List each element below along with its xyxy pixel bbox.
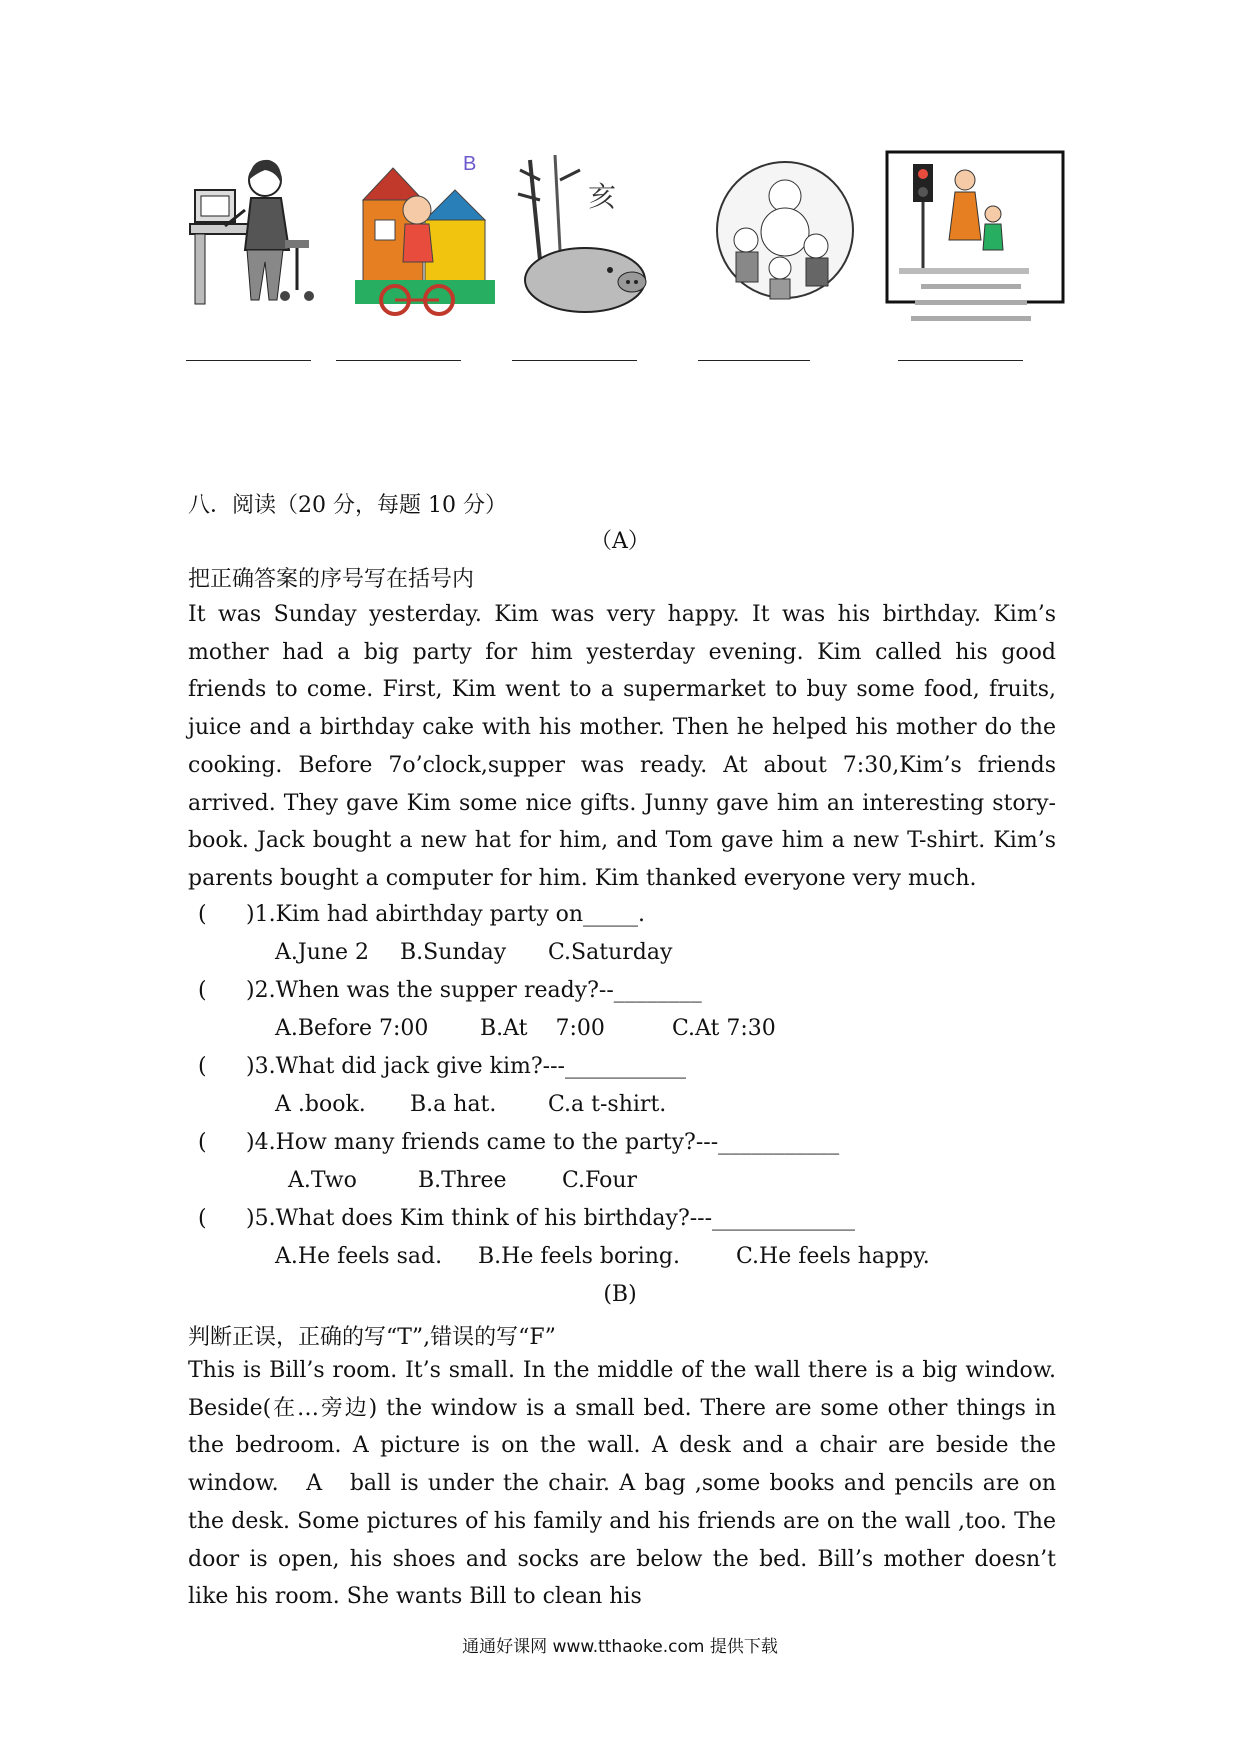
part-a-passage: It was Sunday yesterday. Kim was very happy. It was his birthday. Kim’s mother had a big party for him yesterday evening. Kim called his good friends to come. First, Kim went to a supermarket to buy some food, fruits, juice and a birthday cake with his mother. Then he helped his mother do the cooking. Before 7o’clock,supper was ready. At about 7:30,Kim’s friends arrived. They gave Kim some nice gifts. Junny gave him an interesting story-book. Jack bought a new hat for him, and Tom gave him a new T-shirt. Kim’s parents bought a computer for him. Kim thanked everyone very much.: [188, 602, 1056, 891]
answer-blank-5[interactable]: [898, 360, 1023, 363]
children-snowman-icon: [710, 150, 860, 320]
q5-option-c[interactable]: C.He feels happy.: [736, 1244, 930, 1269]
q3-option-c[interactable]: C.a t-shirt.: [548, 1092, 667, 1117]
q4-option-c[interactable]: C.Four: [562, 1168, 638, 1193]
answer-blank-1[interactable]: [186, 360, 311, 363]
q2-option-b[interactable]: B.At 7:00: [480, 1016, 605, 1041]
q1-option-c[interactable]: C.Saturday: [548, 940, 673, 965]
q5-option-b[interactable]: B.He feels boring.: [478, 1244, 680, 1269]
answer-blank-2[interactable]: [336, 360, 461, 363]
picture-row: [185, 150, 1065, 340]
q3-option-a[interactable]: A .book.: [275, 1092, 366, 1117]
q3-option-b[interactable]: B.a hat.: [410, 1092, 497, 1117]
question-2[interactable]: ( )2.When was the supper ready?--________: [198, 978, 702, 1003]
mother-child-crossing-icon: [885, 150, 1065, 335]
part-a-label: （A）: [590, 529, 650, 554]
answer-blank-3[interactable]: [512, 360, 637, 363]
pig-bamboo-icon: [510, 150, 660, 320]
question-4[interactable]: ( )4.How many friends came to the party?---___________: [198, 1130, 840, 1155]
q2-option-a[interactable]: A.Before 7:00: [275, 1016, 429, 1041]
boy-riding-bike-icon: [355, 150, 505, 320]
answer-blank-4[interactable]: [698, 360, 810, 363]
section-heading: 八．阅读（20 分，每题 10 分）: [188, 493, 507, 518]
question-5[interactable]: ( )5.What does Kim think of his birthday?---_____________: [198, 1206, 856, 1231]
q2-option-c[interactable]: C.At 7:30: [672, 1016, 776, 1041]
q4-option-b[interactable]: B.Three: [418, 1168, 507, 1193]
q5-option-a[interactable]: A.He feels sad.: [275, 1244, 443, 1269]
question-3[interactable]: ( )3.What did jack give kim?---___________: [198, 1054, 686, 1079]
q1-option-b[interactable]: B.Sunday: [400, 940, 507, 965]
question-1[interactable]: ( )1.Kim had abirthday party on_____.: [198, 902, 646, 927]
page-footer: 通通好课网 www.tthaoke.com 提供下载: [462, 1637, 778, 1657]
svg-text:亥: 亥: [588, 180, 617, 213]
q1-option-a[interactable]: A.June 2: [275, 940, 370, 965]
part-b-instruction: 判断正误，正确的写“T”,错误的写“F”: [188, 1325, 556, 1350]
part-b-label: (B): [603, 1282, 637, 1307]
part-b-passage: This is Bill’s room. It’s small. In the middle of the wall there is a big window. Beside(在…旁边) the window is a small bed. There are some other things in the bedroom. A picture is on the wall. A desk and a chair are beside the window. A ball is under the chair. A bag ,some books and pencils are on the desk. Some pictures of his family and his friends are on the wall ,too. The door is open, his shoes and socks are below the bed. Bill’s mother doesn’t like his room. She wants Bill to clean his: [188, 1358, 1063, 1610]
svg-text:B: B: [463, 153, 477, 175]
part-a-instruction: 把正确答案的序号写在括号内: [188, 567, 475, 592]
q4-option-a[interactable]: A.Two: [288, 1168, 357, 1193]
woman-at-computer-icon: [185, 150, 335, 320]
